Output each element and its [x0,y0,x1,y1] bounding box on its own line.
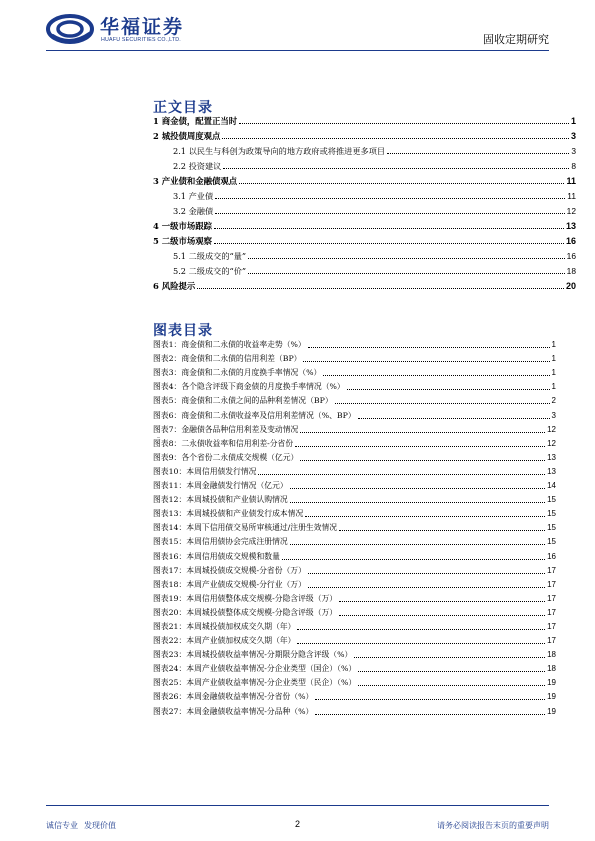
toc-leader-dots [215,213,564,214]
toc-entry-label: 2.1 以民生与科创为政策导向的地方政府或将推进更多项目 [173,146,386,156]
figure-leader-dots [305,516,545,517]
footer-slogan-1: 诚信专业 [46,821,78,830]
figure-leader-dots [323,375,549,376]
toc-page-number: 16 [566,251,576,261]
figure-leader-dots [282,559,545,560]
figure-entry-label: 图表6：商金债和二永债收益率及信用利差情况（%、BP） [153,410,356,420]
figure-leader-dots [315,699,545,700]
figure-entry[interactable] [153,674,556,688]
figure-list [153,336,556,717]
figure-leader-dots [308,573,545,574]
toc-leader-dots [197,288,564,289]
figure-entry-label: 图表12：本周城投债和产业债认购情况 [153,495,288,505]
figure-entry-label: 图表7：金融债各品种信用利差及变动情况 [153,424,299,434]
figure-leader-dots [290,502,545,503]
figure-page-number: 15 [547,509,556,519]
figure-leader-dots [315,714,545,715]
figure-entry[interactable] [153,576,556,590]
figure-entry-label: 图表5：商金债和二永债之间的品种利差情况（BP） [153,396,333,406]
figure-entry[interactable] [153,632,556,646]
figure-entry[interactable] [153,533,556,547]
toc-page-number: 11 [566,176,576,186]
toc-leader-dots [387,153,569,154]
figure-entry[interactable] [153,463,556,477]
toc-entry[interactable] [153,126,576,141]
company-logo [46,9,206,49]
toc-page-number: 20 [565,281,576,291]
figure-page-number: 15 [547,523,556,533]
figure-page-number: 16 [547,551,556,561]
toc-leader-dots [215,198,565,199]
figure-leader-dots [354,657,545,658]
toc-page-number: 18 [566,266,576,276]
figure-entry-label: 图表23：本周城投债收益率情况-分期限分隐含评级（%） [153,650,353,660]
toc-entry-label: 1 商金债，配置正当时 [153,116,238,126]
figure-entry-label: 图表20：本周城投债整体成交规模-分隐含评级（万） [153,607,338,617]
figure-leader-dots [358,418,550,419]
figure-page-number: 13 [547,452,556,462]
toc-entry-label: 2.2 投资建议 [173,161,222,171]
toc-leader-dots [239,123,569,124]
figure-page-number: 1 [551,354,556,364]
toc-entry-label: 2 城投债周度观点 [153,131,221,141]
toc-entry-label: 3 产业债和金融债观点 [153,176,238,186]
figure-entry[interactable] [153,406,556,420]
figure-page-number: 17 [547,579,556,589]
toc-page-number: 8 [571,161,576,171]
figure-entry-label: 图表19：本周信用债整体成交规模-分隐含评级（万） [153,593,338,603]
figure-entry-label: 图表14：本周下信用债交易所审核通过/注册生效情况 [153,523,338,533]
figure-entry[interactable] [153,477,556,491]
figure-entry[interactable] [153,392,556,406]
figure-leader-dots [339,615,545,616]
figure-entry-label: 图表13：本周城投债和产业债发行成本情况 [153,509,304,519]
figure-entry[interactable] [153,505,556,519]
figure-entry-label: 图表21：本周城投债加权成交久期（年） [153,621,296,631]
report-type-label: 固收定期研究 [483,33,549,46]
toc-entry[interactable] [153,201,576,216]
toc-page-number: 3 [571,146,576,156]
footer-slogan-2: 发现价值 [84,821,116,830]
figure-entry[interactable] [153,421,556,435]
figure-page-number: 3 [551,410,556,420]
figure-page-number: 12 [547,424,556,434]
figure-leader-dots [335,403,550,404]
huafu-logo-icon [46,13,94,45]
figure-leader-dots [300,432,545,433]
footer-disclaimer: 请务必阅读报告末页的重要声明 [437,821,549,830]
figure-leader-dots [295,446,545,447]
figure-entry[interactable] [153,435,556,449]
toc-page-number: 16 [565,236,576,246]
figure-page-number: 19 [547,678,556,688]
figure-leader-dots [297,643,545,644]
figure-entry[interactable] [153,590,556,604]
figure-entry-label: 图表15：本周信用债协会完成注册情况 [153,537,288,547]
toc-leader-dots [214,228,564,229]
toc-title: 正文目录 [153,100,213,116]
figure-leader-dots [358,671,545,672]
figure-entry-label: 图表9：各个省份二永债成交规模（亿元） [153,452,299,462]
toc-entry[interactable] [153,261,576,276]
figure-entry-label: 图表22：本周产业债加权成交久期（年） [153,636,296,646]
figure-page-number: 1 [551,340,556,350]
logo-english-name: HUAFU SECURITIES CO.,LTD. [101,37,181,43]
figure-entry[interactable] [153,562,556,576]
toc-entry[interactable] [153,186,576,201]
figure-leader-dots [308,347,550,348]
figure-leader-dots [339,601,545,602]
figure-page-number: 17 [547,593,556,603]
toc-entry-label: 6 风险提示 [153,281,196,291]
toc-entry-label: 3.1 产业债 [173,191,214,201]
figure-leader-dots [308,587,545,588]
figure-entry[interactable] [153,618,556,632]
toc-leader-dots [223,168,569,169]
toc-entry[interactable] [153,231,576,246]
figure-entry-label: 图表11：本周金融债发行情况（亿元） [153,481,288,491]
figure-page-number: 18 [547,650,556,660]
table-of-contents [153,111,576,291]
toc-entry-label: 4 一级市场跟踪 [153,221,212,231]
figure-entry-label: 图表4：各个隐含评级下商金债的月度换手率情况（%） [153,382,345,392]
figure-entry[interactable] [153,547,556,561]
toc-entry[interactable] [153,171,576,186]
toc-page-number: 3 [570,131,576,141]
figure-leader-dots [297,629,545,630]
figure-page-number: 1 [551,368,556,378]
toc-entry-label: 5.1 二级成交的“量” [173,251,247,261]
figure-page-number: 17 [547,565,556,575]
figure-entry-label: 图表24：本周产业债收益率情况-分企业类型（国企）（%） [153,664,357,674]
figure-entry[interactable] [153,449,556,463]
figure-page-number: 17 [547,607,556,617]
toc-entry[interactable] [153,246,576,261]
toc-entry[interactable] [153,276,576,291]
figure-leader-dots [290,488,545,489]
figure-page-number: 12 [547,438,556,448]
toc-leader-dots [222,138,569,139]
figure-entry[interactable] [153,336,556,350]
figure-page-number: 18 [547,664,556,674]
figure-page-number: 13 [547,466,556,476]
figure-entry-label: 图表2：商金债和二永债的信用利差（BP） [153,354,302,364]
figure-entry-label: 图表3：商金债和二永债的月度换手率情况（%） [153,368,322,378]
figure-entry-label: 图表18：本周产业债成交规模-分行业（万） [153,579,306,589]
figure-entry[interactable] [153,646,556,660]
figure-leader-dots [358,685,545,686]
figure-page-number: 1 [551,382,556,392]
figure-entry[interactable] [153,350,556,364]
figure-entry[interactable] [153,491,556,505]
figure-entry-label: 图表8：二永债收益率和信用利差-分省份 [153,438,294,448]
figure-page-number: 15 [547,537,556,547]
figure-entry[interactable] [153,702,556,716]
header-divider [46,50,549,51]
figure-entry-label: 图表1：商金债和二永债的收益率走势（%） [153,340,306,350]
figure-entry-label: 图表26：本周金融债收益率情况-分省份（%） [153,692,314,702]
figure-entry-label: 图表17：本周城投债成交规模-分省份（万） [153,565,306,575]
footer-divider [46,805,549,806]
figure-entry-label: 图表27：本周金融债收益率情况-分品种（%） [153,706,314,716]
logo-chinese-name: 华福证券 [100,16,185,38]
figure-page-number: 15 [547,495,556,505]
toc-leader-dots [239,183,564,184]
page-number: 2 [294,819,300,829]
toc-page-number: 11 [567,191,576,201]
toc-entry[interactable] [153,111,576,126]
figure-page-number: 17 [547,621,556,631]
figure-entry-label: 图表16：本周信用债成交规模和数量 [153,551,280,561]
toc-entry-label: 5 二级市场观察 [153,236,212,246]
toc-leader-dots [214,243,564,244]
figure-leader-dots [290,544,545,545]
figure-list-title: 图表目录 [153,323,213,339]
figure-page-number: 19 [547,706,556,716]
figure-leader-dots [300,460,545,461]
figure-leader-dots [347,389,550,390]
figure-leader-dots [339,530,545,531]
figure-page-number: 14 [547,481,556,491]
toc-entry[interactable] [153,141,576,156]
toc-leader-dots [248,258,565,259]
figure-page-number: 17 [547,636,556,646]
toc-entry[interactable] [153,156,576,171]
toc-entry[interactable] [153,216,576,231]
figure-entry[interactable] [153,604,556,618]
toc-page-number: 1 [570,116,576,126]
figure-entry-label: 图表25：本周产业债收益率情况-分企业类型（民企）（%） [153,678,357,688]
figure-entry[interactable] [153,364,556,378]
toc-entry-label: 3.2 金融债 [173,206,214,216]
toc-page-number: 12 [566,206,576,216]
figure-entry-label: 图表10：本周信用债发行情况 [153,466,257,476]
figure-leader-dots [258,474,545,475]
figure-entry[interactable] [153,378,556,392]
figure-page-number: 19 [547,692,556,702]
figure-page-number: 2 [551,396,556,406]
toc-leader-dots [248,273,565,274]
toc-page-number: 13 [565,221,576,231]
figure-leader-dots [303,361,549,362]
figure-entry[interactable] [153,660,556,674]
toc-entry-label: 5.2 二级成交的“价” [173,266,247,276]
margin-mark [157,437,160,438]
figure-entry[interactable] [153,688,556,702]
figure-entry[interactable] [153,519,556,533]
